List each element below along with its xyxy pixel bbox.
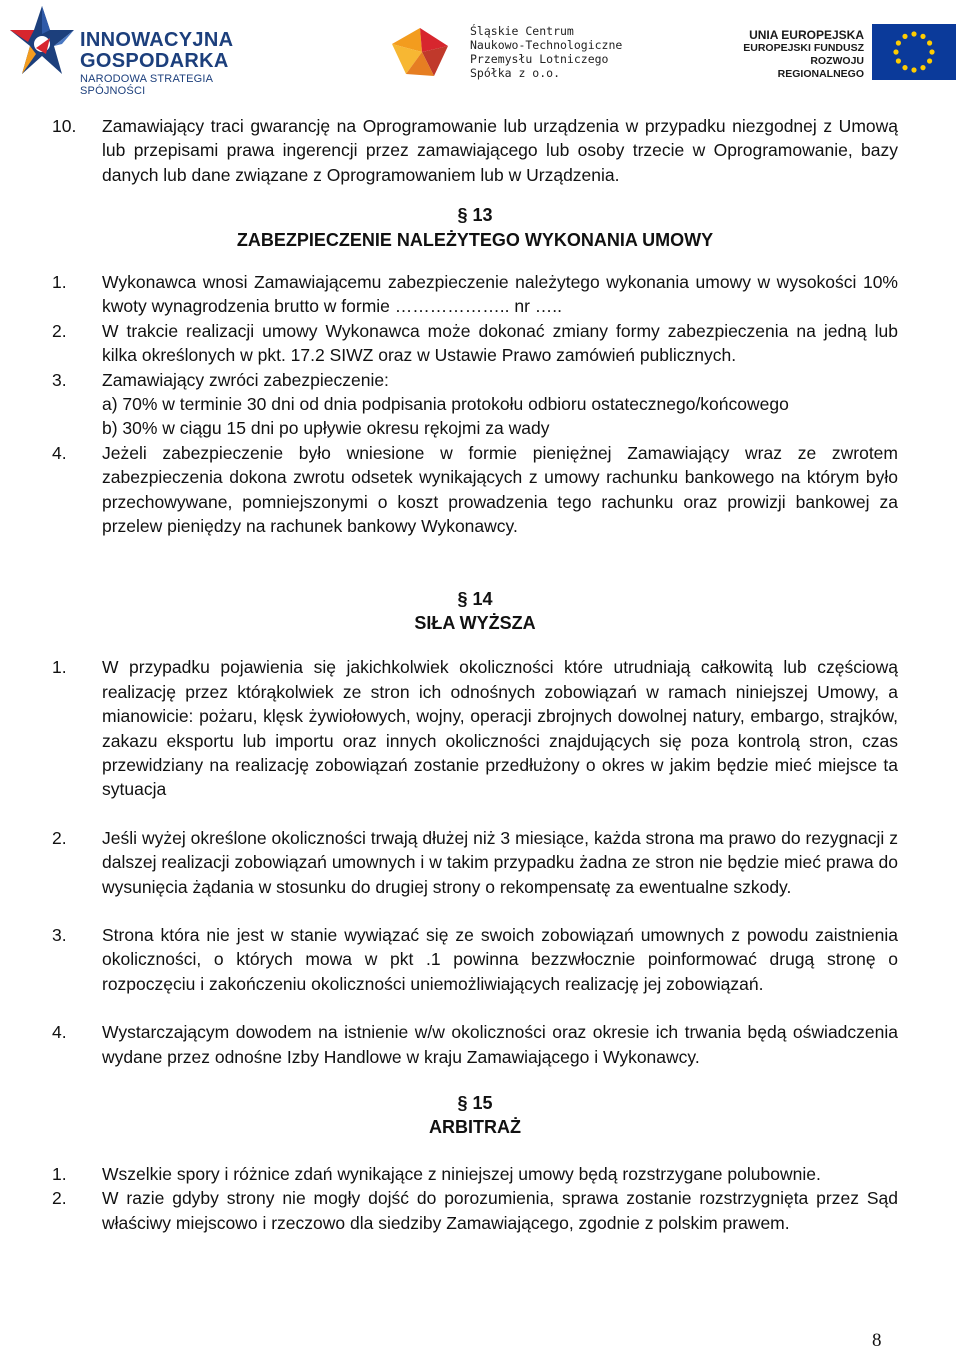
item-number: 2. [52,1188,67,1209]
section-title: SIŁA WYŻSZA [414,612,536,633]
eu-logo-text [724,29,864,81]
item-text: Wystarczającym dowodem na istnienie w/w okoliczności oraz okresie ich trwania będą oświadczenia wydane przez odnośne Izby Handlowe w kraju Zamawiającego i Wykonawcy. [102,1022,898,1067]
scntpl-line-2: Naukowo-Technologiczne [470,38,623,52]
list-item [52,655,898,801]
eu-line-2: EUROPEJSKI FUNDUSZ [743,42,864,54]
item-number: 10. [52,116,77,136]
list-item [52,826,898,899]
scntpl-line-1: Śląskie Centrum [470,24,574,38]
item-text: Zamawiający traci gwarancję na Oprogramowanie lub urządzenia w przypadku niezgodnej z Umową lub przepisami prawa ingerencji przez zamawiającego lub osoby trzecie w Oprogramowanie, bazy danych lub dane związane z Oprogramowaniem lub w Urządzenia. [102,116,898,185]
list-item [52,923,898,996]
item-text: Wykonawca wnosi Zamawiającemu zabezpieczenie należytego wykonania umowy w wysokości 10% kwoty wynagrodzenia brutto w formie ……………….. nr ….. [102,272,898,317]
item-number: 4. [52,442,67,463]
item-text: W przypadku pojawienia się jakichkolwiek okoliczności które utrudniają całkowitą lub częściową realizację przez którąkolwiek ze stron ich odnośnych zobowiązań w ramach niniejszej Umowy, a mianowicie: pożaru, klęsk żywiołowych, wojny, operacji zbrojnych dowolnej natury, embargo, strajków, zakazu eksportu lub importu oraz innych okoliczności znajdujących się poza kontrolą stron, czas przewidziany na realizację zobowiązań zostanie przedłużony o okres w jakim będzie mieć miejsce ta sytuacja [102,657,898,800]
spacer [52,802,898,826]
section-14-heading [52,587,898,636]
intro-item [52,114,898,187]
item-number: 4. [52,1022,67,1043]
item-text: Strona która nie jest w stanie wywiązać się ze swoich zobowiązań umownych z powodu zaistnienia okoliczności, o których mowa w pkt .1 powinna bezzwłocznie poinformować drugą stronę o rozpoczęciu i zakończeniu okoliczności uniemożliwiających realizację jej zobowiązań. [102,924,898,994]
item-number: 2. [52,320,67,341]
scntpl-line-4: Spółka z o.o. [470,66,561,80]
item-text: Wszelkie spory i różnice zdań wynikające z niniejszej umowy będą rozstrzygane polubownie. [102,1163,821,1184]
logo-subtitle: NARODOWA STRATEGIA SPÓJNOŚCI [80,73,213,97]
innowacyjna-gospodarka-logo [6,4,268,97]
section-13-heading [52,203,898,252]
section-number: § 14 [457,588,493,609]
item-text: Jeżeli zabezpieczenie było wniesione w formie pieniężnej Zamawiający wraz ze zwrotem zabezpieczenia dokona zwrotu odsetek wynikających z umowy rachunku bankowego na którym było przechowywane, pomniejszonymi o koszt prowadzenia tego rachunku oraz prowizji bankowej za przelew pieniędzy na rachunek bankowy Wykonawcy. [102,442,898,537]
star-emblem-icon [6,4,76,86]
item-number: 2. [52,827,67,848]
list-item [52,441,898,539]
item-number: 1. [52,272,67,293]
eu-line-3: ROZWOJU REGIONALNEGO [777,55,864,80]
logo-title [80,30,233,72]
item-text: Zamawiający zwróci zabezpieczenie: [102,369,389,390]
section-title: ARBITRAŻ [429,1117,521,1138]
spacer [52,899,898,923]
item-text: W razie gdyby strony nie mogły dojść do porozumienia, sprawa zostanie rozstrzygnięta przez Sąd właściwy miejscowo i rzeczowo dla siedziby Zamawiającego, zgodnie z polskim prawem. [102,1188,898,1233]
page-number: 8 [872,1330,882,1351]
scntpl-line-3: Przemysłu Lotniczego [470,52,609,66]
section-number: § 15 [457,1093,493,1113]
eu-line-1: UNIA EUROPEJSKA [749,28,864,42]
item-text: Jeśli wyżej określone okoliczności trwają dłużej niż 3 miesiące, każda strona ma prawo do rezygnacji z dalszej realizacji zobowiązań umownych i w takim przypadku żadna ze stron nie będzie mieć prawa do wysunięcia żądania w stosunku do drugiej strony o rekompensatę za ewentualne szkody. [102,827,898,897]
scntpl-logo [388,20,638,84]
item-number: 3. [52,924,67,945]
section-15-heading [52,1091,898,1140]
eu-logo [724,24,956,82]
list-item [52,270,898,319]
logo-title-line2: GOSPODARKA [80,50,229,72]
spacer [52,996,898,1020]
logo-title-line1: INNOWACYJNA [80,29,234,51]
page-header [0,0,960,97]
section-number: § 13 [457,205,493,226]
scntpl-emblem-icon [388,24,452,80]
document-body [52,114,898,1235]
list-item [52,319,898,368]
sub-item-a: a) 70% w terminie 30 dni od dnia podpisania protokołu odbioru ostatecznego/końcowego [102,394,789,415]
list-item [52,368,898,441]
scntpl-name [470,24,622,80]
item-number: 1. [52,657,67,678]
item-number: 3. [52,369,67,390]
list-item [52,1162,898,1186]
section-title: ZABEZPIECZENIE NALEŻYTEGO WYKONANIA UMOWY [236,229,714,250]
list-item [52,1020,898,1069]
eu-flag-icon [872,24,956,80]
sub-item-b: b) 30% w ciągu 15 dni po upływie okresu rękojmi za wady [102,418,550,439]
item-number: 1. [52,1163,67,1184]
item-text: W trakcie realizacji umowy Wykonawca może dokonać zmiany formy zabezpieczenia na jedną lub kilka określonych w pkt. 17.2 SIWZ oraz w Ustawie Prawo zamówień publicznych. [102,320,898,366]
list-item [52,1186,898,1235]
